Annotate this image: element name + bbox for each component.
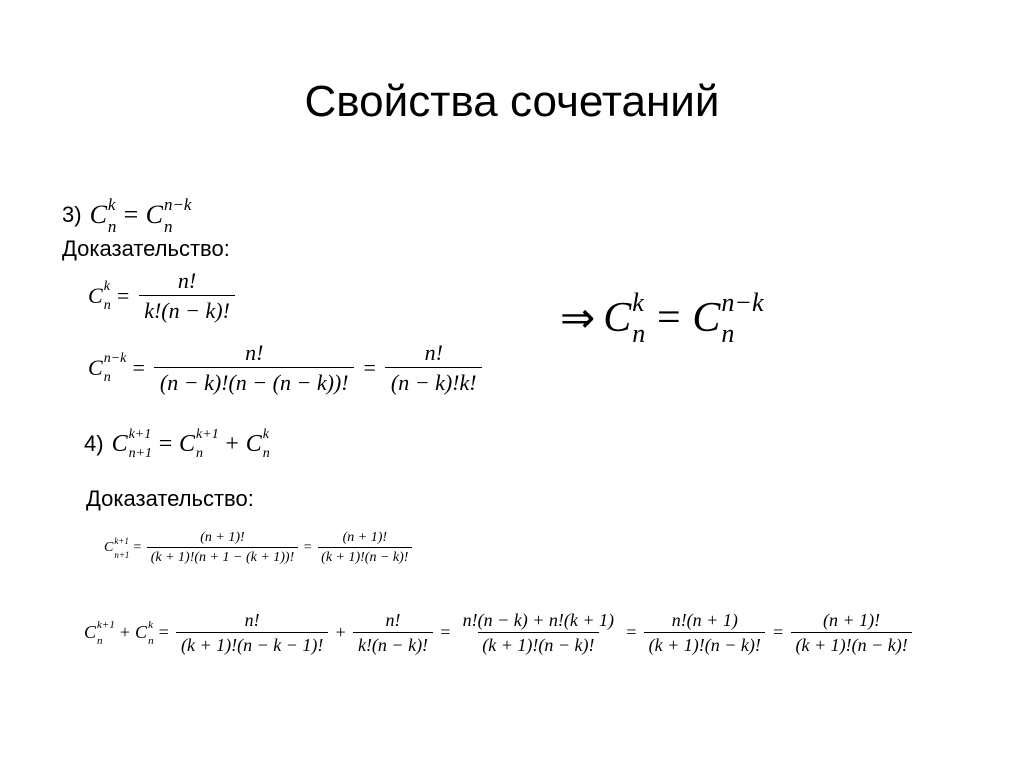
property-3-number: 3)	[62, 202, 82, 227]
property-4-statement: 4) C k+1 n+1 = C k+1 n + C k n	[84, 427, 270, 461]
slide-title: Свойства сочетаний	[304, 77, 720, 126]
property-3-statement: 3) C k n = C n−k n	[62, 195, 192, 236]
implies-symbol: ⇒	[560, 296, 596, 342]
proof-3-line-1: C k n = $\frac{n!}{k!(n - k)!}$	[88, 268, 239, 324]
property-4-proof-label: Доказательство:	[86, 486, 254, 511]
property-3-proof-label: Доказательство:	[62, 236, 230, 261]
proof-3-line-2: C n−k n = $\frac{n!}{(n - k)!(n - (n - k))!}$ = $\frac{n!}{(n - k)!k!}$	[88, 340, 485, 396]
proof-4-line-2: C k+1 n + C k n = $\frac{n!}{(k + 1)!(n - k - 1)!}$ + $\frac{n!}{k!(n - k)!}$ = $\frac{n!(n - k) + n!(k + 1)}{(k + 1)!(n - k)!}$ = $\frac{n!(n + 1)}{(k + 1)!(n - k)!}$ = $\frac{(n + 1)!}{(k + 1)!(n - k)!}$	[84, 610, 915, 656]
property-4-number: 4)	[84, 431, 104, 456]
proof-3-conclusion: ⇒ C k n = C n−k n	[560, 288, 764, 348]
proof-4-line-1: C k+1 n+1 = $\frac{(n + 1)!}{(k + 1)!(n + 1 - (k + 1))!}$ = $\frac{(n + 1)!}{(k + 1)!(n - k)!}$	[104, 530, 414, 566]
